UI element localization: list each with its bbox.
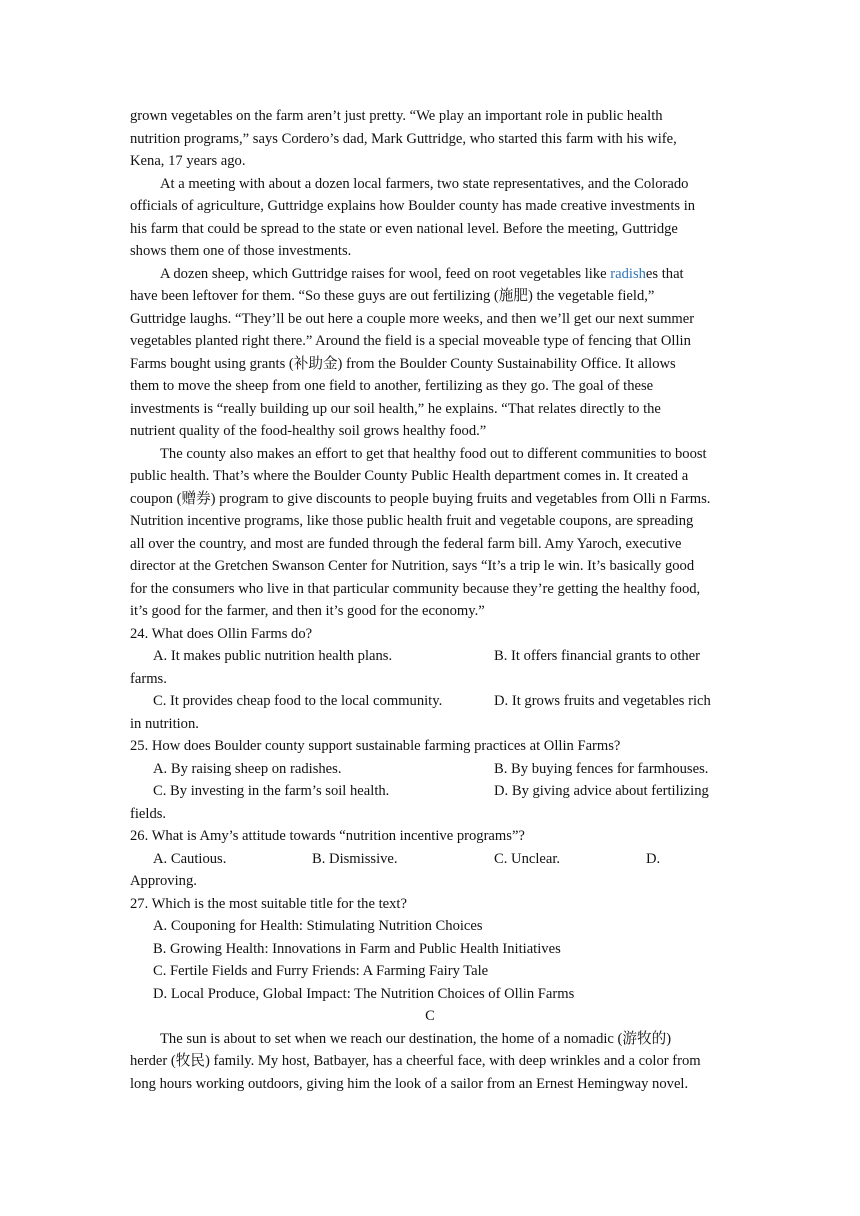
passage-b-line: his farm that could be spread to the state or even national level. Before the meeting, Guttridge — [130, 220, 678, 237]
q26-option-a[interactable]: A. Cautious. — [153, 850, 227, 867]
passage-b-line: director at the Gretchen Swanson Center for Nutrition, says “It’s a trip le win. It’s basically good — [130, 558, 695, 574]
question-26-stem: 26. What is Amy’s attitude towards “nutrition incentive programs”? — [130, 828, 525, 844]
q24-option-c[interactable]: C. It provides cheap food to the local community. — [153, 693, 443, 709]
passage-c-line: long hours working outdoors, giving him the look of a sailor from an Ernest Hemingway novel. — [130, 1075, 689, 1092]
passage-b-line: them to move the sheep from one field to another, fertilizing as they go. The goal of these — [130, 378, 654, 394]
question-25-stem: 25. How does Boulder county support sustainable farming practices at Ollin Farms? — [130, 738, 621, 754]
q26-option-b[interactable]: B. Dismissive. — [312, 850, 398, 867]
passage-b-line: At a meeting with about a dozen local farmers, two state representatives, and the Colorado — [160, 175, 689, 192]
passage-b-line: Guttridge laughs. “They’ll be out here a couple more weeks, and then we’ll get our next summer — [130, 310, 695, 327]
question-27-stem: 27. Which is the most suitable title for the text? — [130, 895, 407, 912]
passage-b-line: grown vegetables on the farm aren’t just pretty. “We play an important role in public health — [130, 108, 663, 124]
q24-option-d-wrap: in nutrition. — [130, 715, 199, 732]
q24-option-b[interactable]: B. It offers financial grants to other — [494, 648, 701, 664]
passage-b-line: nutrient quality of the food-healthy soil grows healthy food.” — [130, 423, 487, 439]
q24-option-a[interactable]: A. It makes public nutrition health plans. — [153, 648, 393, 664]
passage-c-line: The sun is about to set when we reach our destination, the home of a nomadic (游牧的) — [160, 1030, 672, 1047]
q25-option-d[interactable]: D. By giving advice about fertilizing — [494, 783, 709, 799]
passage-b-line: public health. That’s where the Boulder County Public Health department comes in. It created a — [130, 468, 689, 484]
passage-b-line — [160, 263, 770, 286]
q24-option-b-wrap: farms. — [130, 670, 167, 687]
passage-b-line: Kena, 17 years ago. — [130, 153, 246, 169]
passage-b-line: have been leftover for them. “So these guys are out fertilizing (施肥) the vegetable field,” — [130, 288, 655, 304]
q27-option-c[interactable]: C. Fertile Fields and Furry Friends: A Farming Fairy Tale — [153, 963, 489, 979]
q25-option-b[interactable]: B. By buying fences for farmhouses. — [494, 760, 709, 777]
q26-option-c[interactable]: C. Unclear. — [494, 850, 561, 867]
q24-option-d[interactable]: D. It grows fruits and vegetables rich — [494, 693, 711, 709]
passage-b-line: Nutrition incentive programs, like those public health fruit and vegetable coupons, are spreading — [130, 513, 694, 529]
q27-option-d[interactable]: D. Local Produce, Global Impact: The Nutrition Choices of Ollin Farms — [153, 985, 575, 1002]
passage-b-line: officials of agriculture, Guttridge explains how Boulder county has made creative investments in — [130, 198, 696, 214]
q27-option-a[interactable]: A. Couponing for Health: Stimulating Nutrition Choices — [153, 918, 483, 934]
passage-c-heading: C — [425, 1008, 435, 1024]
passage-b-line: coupon (赠券) program to give discounts to people buying fruits and vegetables from Olli n Farms. — [130, 490, 711, 507]
text-span: A dozen sheep, which Guttridge raises for wool, feed on root vegetables like — [160, 265, 611, 282]
q27-option-b[interactable]: B. Growing Health: Innovations in Farm and Public Health Initiatives — [153, 940, 561, 957]
passage-b-line: The county also makes an effort to get that healthy food out to different communities to boost — [160, 445, 707, 462]
q25-option-d-wrap: fields. — [130, 805, 167, 822]
q25-option-c[interactable]: C. By investing in the farm’s soil health. — [153, 783, 390, 799]
passage-b-line: investments is “really building up our soil health,” he explains. “That relates directly to the — [130, 400, 661, 417]
passage-b-line: Farms bought using grants (补助金) from the Boulder County Sustainability Office. It allows — [130, 355, 676, 372]
q26-option-d[interactable]: D. — [646, 850, 661, 867]
passage-b-line: all over the country, and most are funded through the federal farm bill. Amy Yaroch, executive — [130, 535, 682, 552]
q25-option-a[interactable]: A. By raising sheep on radishes. — [153, 760, 342, 777]
passage-b-line: shows them one of those investments. — [130, 243, 352, 259]
text-span: es that — [645, 265, 684, 282]
question-24-stem: 24. What does Ollin Farms do? — [130, 625, 313, 642]
passage-b-line: nutrition programs,” says Cordero’s dad, Mark Guttridge, who started this farm with his wife, — [130, 130, 677, 147]
passage-c-line: herder (牧民) family. My host, Batbayer, has a cheerful face, with deep wrinkles and a color from — [130, 1053, 701, 1069]
q26-option-d-wrap: Approving. — [130, 873, 197, 889]
radish-link[interactable]: radish — [610, 265, 646, 282]
passage-b-line: it’s good for the farmer, and then it’s good for the economy.” — [130, 603, 485, 619]
passage-b-line: for the consumers who live in that particular community because they’re getting the healthy food, — [130, 580, 701, 597]
passage-b-line: vegetables planted right there.” Around the field is a special moveable type of fencing that Ollin — [130, 333, 691, 349]
